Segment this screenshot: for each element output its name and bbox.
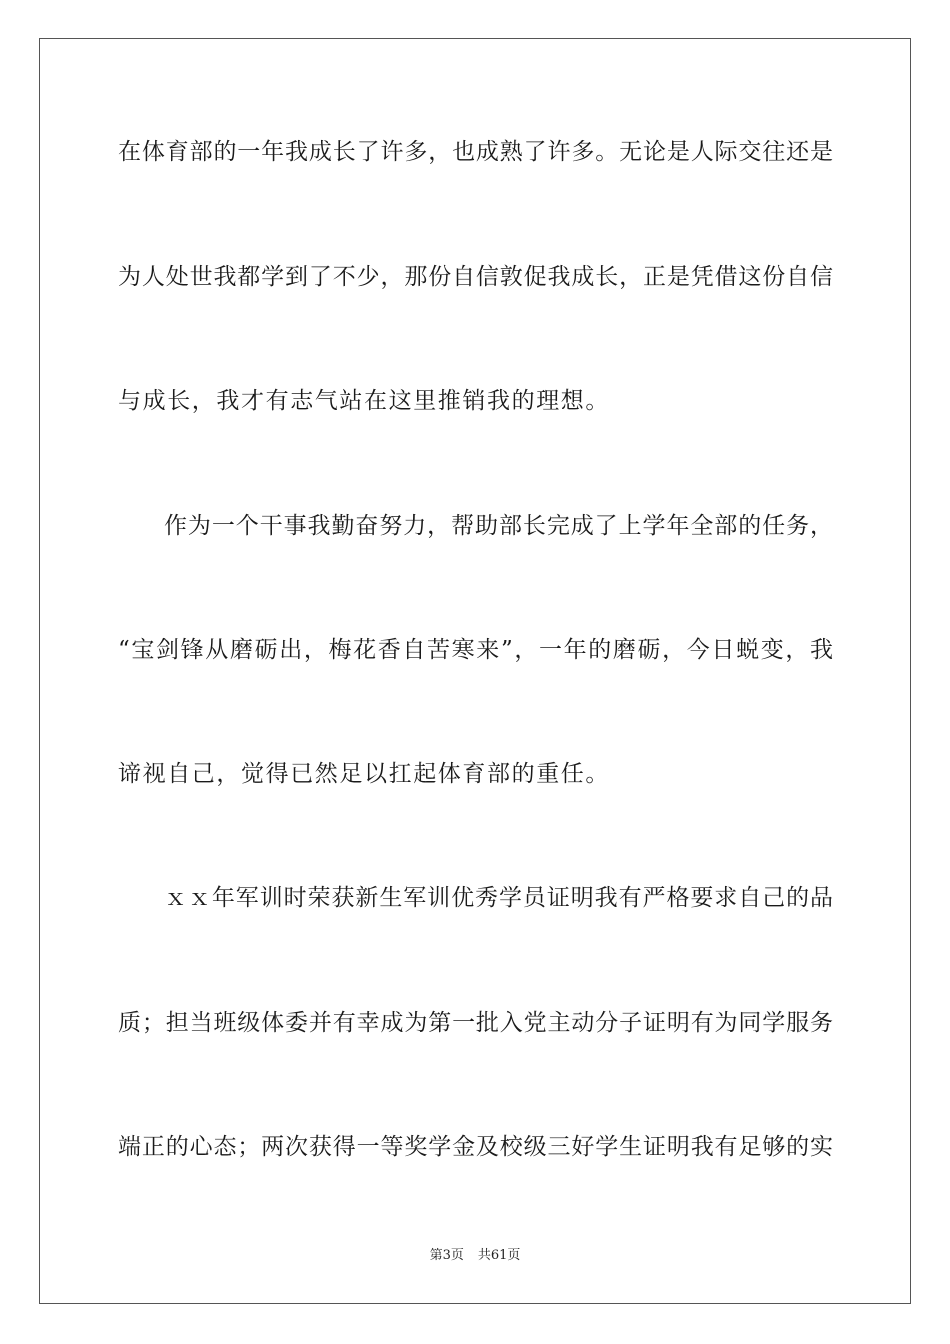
- page-number: 第3页: [429, 1248, 464, 1263]
- text-line: 作为一个干事我勤奋努力，帮助部长完成了上学年全部的任务，: [164, 513, 833, 539]
- text-line: 与成长，我才有志气站在这里推销我的理想。: [118, 388, 610, 414]
- text-line: 质；担当班级体委并有幸成为第一批入党主动分子证明有为同学服务: [118, 1010, 833, 1036]
- text-line: ｘｘ年军训时荣获新生军训优秀学员证明我有严格要求自己的品: [164, 885, 833, 911]
- text-line: 为人处世我都学到了不少，那份自信敦促我成长，正是凭借这份自信: [118, 264, 833, 290]
- text-line: 谛视自己，觉得已然足以扛起体育部的重任。: [118, 761, 610, 787]
- text-line: “宝剑锋从磨砺出，梅花香自苦寒来”，一年的磨砺，今日蜕变，我: [118, 637, 833, 663]
- text-line: 端正的心态；两次获得一等奖学金及校级三好学生证明我有足够的实: [118, 1134, 833, 1160]
- text-line: 在体育部的一年我成长了许多，也成熟了许多。无论是人际交往还是: [118, 139, 833, 165]
- page-total: 共61页: [477, 1248, 521, 1263]
- page-border: [39, 38, 911, 1304]
- page-footer: [0, 1247, 950, 1265]
